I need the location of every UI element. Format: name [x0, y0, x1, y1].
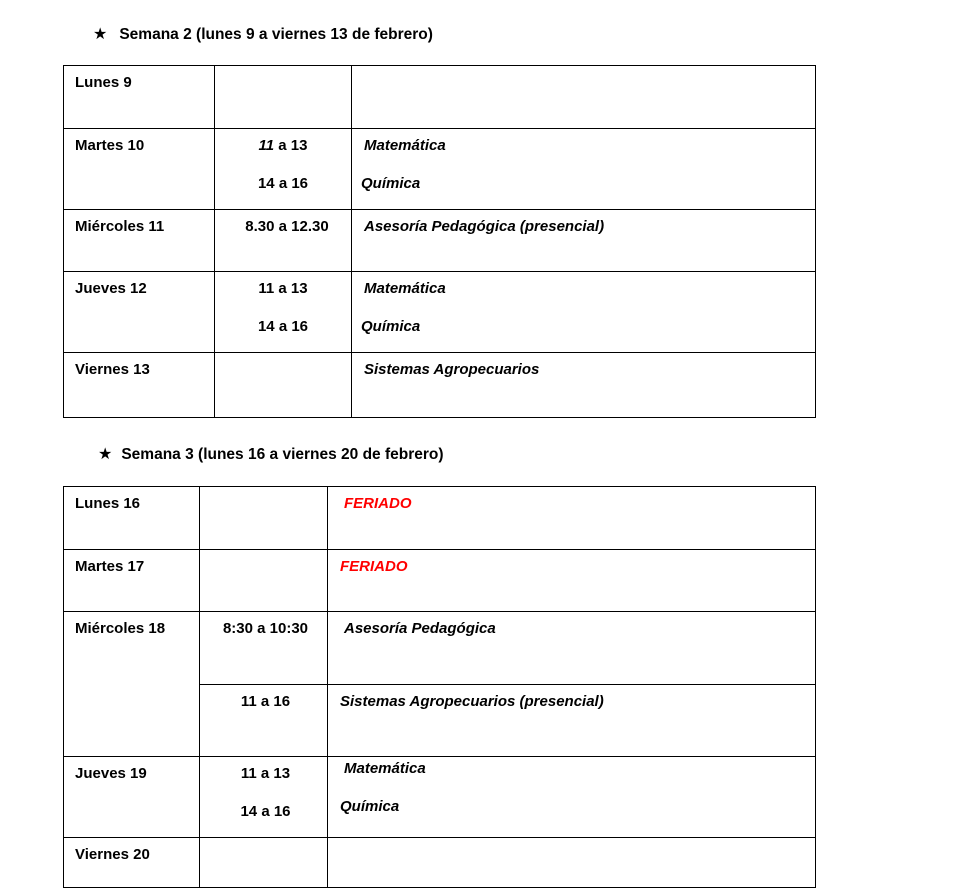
day-label: Martes 17 — [75, 558, 145, 575]
table-border — [63, 486, 64, 888]
day-label: Viernes 20 — [75, 846, 150, 863]
holiday-label: FERIADO — [344, 495, 412, 512]
time-slot: 11 a 13 — [240, 765, 291, 782]
subject-label: Química — [361, 175, 421, 192]
table-border — [63, 271, 816, 272]
table-border — [63, 65, 816, 66]
time-slot: 14 a 16 — [257, 318, 309, 335]
table-border — [63, 486, 816, 487]
time-slot: 14 a 16 — [257, 175, 309, 192]
subject-label: Química — [340, 798, 400, 815]
subject-label: Matemática — [364, 280, 446, 297]
table-border — [199, 684, 816, 685]
table-border — [214, 65, 215, 418]
table-border — [63, 209, 816, 210]
subject-label: Asesoría Pedagógica (presencial) — [364, 218, 605, 235]
star-icon: ★ — [93, 26, 108, 43]
table-border — [63, 837, 816, 838]
table-border — [327, 486, 328, 888]
subject-label: Matemática — [344, 760, 426, 777]
table-border — [63, 352, 816, 353]
day-label: Viernes 13 — [75, 361, 150, 378]
week2-heading-text: Semana 2 (lunes 9 a viernes 13 de febrero) — [119, 26, 433, 43]
table-border — [63, 417, 816, 418]
day-label: Miércoles 11 — [75, 218, 165, 235]
day-label: Jueves 12 — [75, 280, 147, 297]
table-border — [63, 65, 64, 418]
week3-heading-text: Semana 3 (lunes 16 a viernes 20 de febrero) — [121, 446, 444, 463]
subject-label: Sistemas Agropecuarios — [364, 361, 540, 378]
day-label: Miércoles 18 — [75, 620, 166, 637]
day-label: Lunes 9 — [75, 74, 132, 91]
table-border — [63, 611, 816, 612]
table-border — [63, 549, 816, 550]
subject-label: Sistemas Agropecuarios (presencial) — [340, 693, 604, 710]
subject-label: Matemática — [364, 137, 446, 154]
time-slot: 14 a 16 — [240, 803, 291, 820]
time-slot: 8:30 a 10:30 — [222, 620, 309, 637]
time-slot: 11 a 13 — [258, 280, 308, 297]
table-border — [815, 65, 816, 418]
week3-heading — [98, 444, 444, 464]
table-border — [63, 887, 816, 888]
day-label: Martes 10 — [75, 137, 145, 154]
day-label: Lunes 16 — [75, 495, 141, 512]
table-border — [199, 486, 200, 888]
table-border — [815, 486, 816, 888]
day-label: Jueves 19 — [75, 765, 147, 782]
week2-heading — [93, 24, 433, 44]
table-border — [351, 65, 352, 418]
subject-label: Asesoría Pedagógica — [344, 620, 496, 637]
time-slot: 11 a 13 — [258, 137, 308, 154]
star-icon: ★ — [98, 446, 113, 463]
table-border — [63, 756, 816, 757]
time-slot: 11 a 16 — [240, 693, 291, 710]
subject-label: Química — [361, 318, 421, 335]
holiday-label: FERIADO — [340, 558, 408, 575]
time-slot: 8.30 a 12.30 — [245, 218, 329, 235]
table-border — [63, 128, 816, 129]
